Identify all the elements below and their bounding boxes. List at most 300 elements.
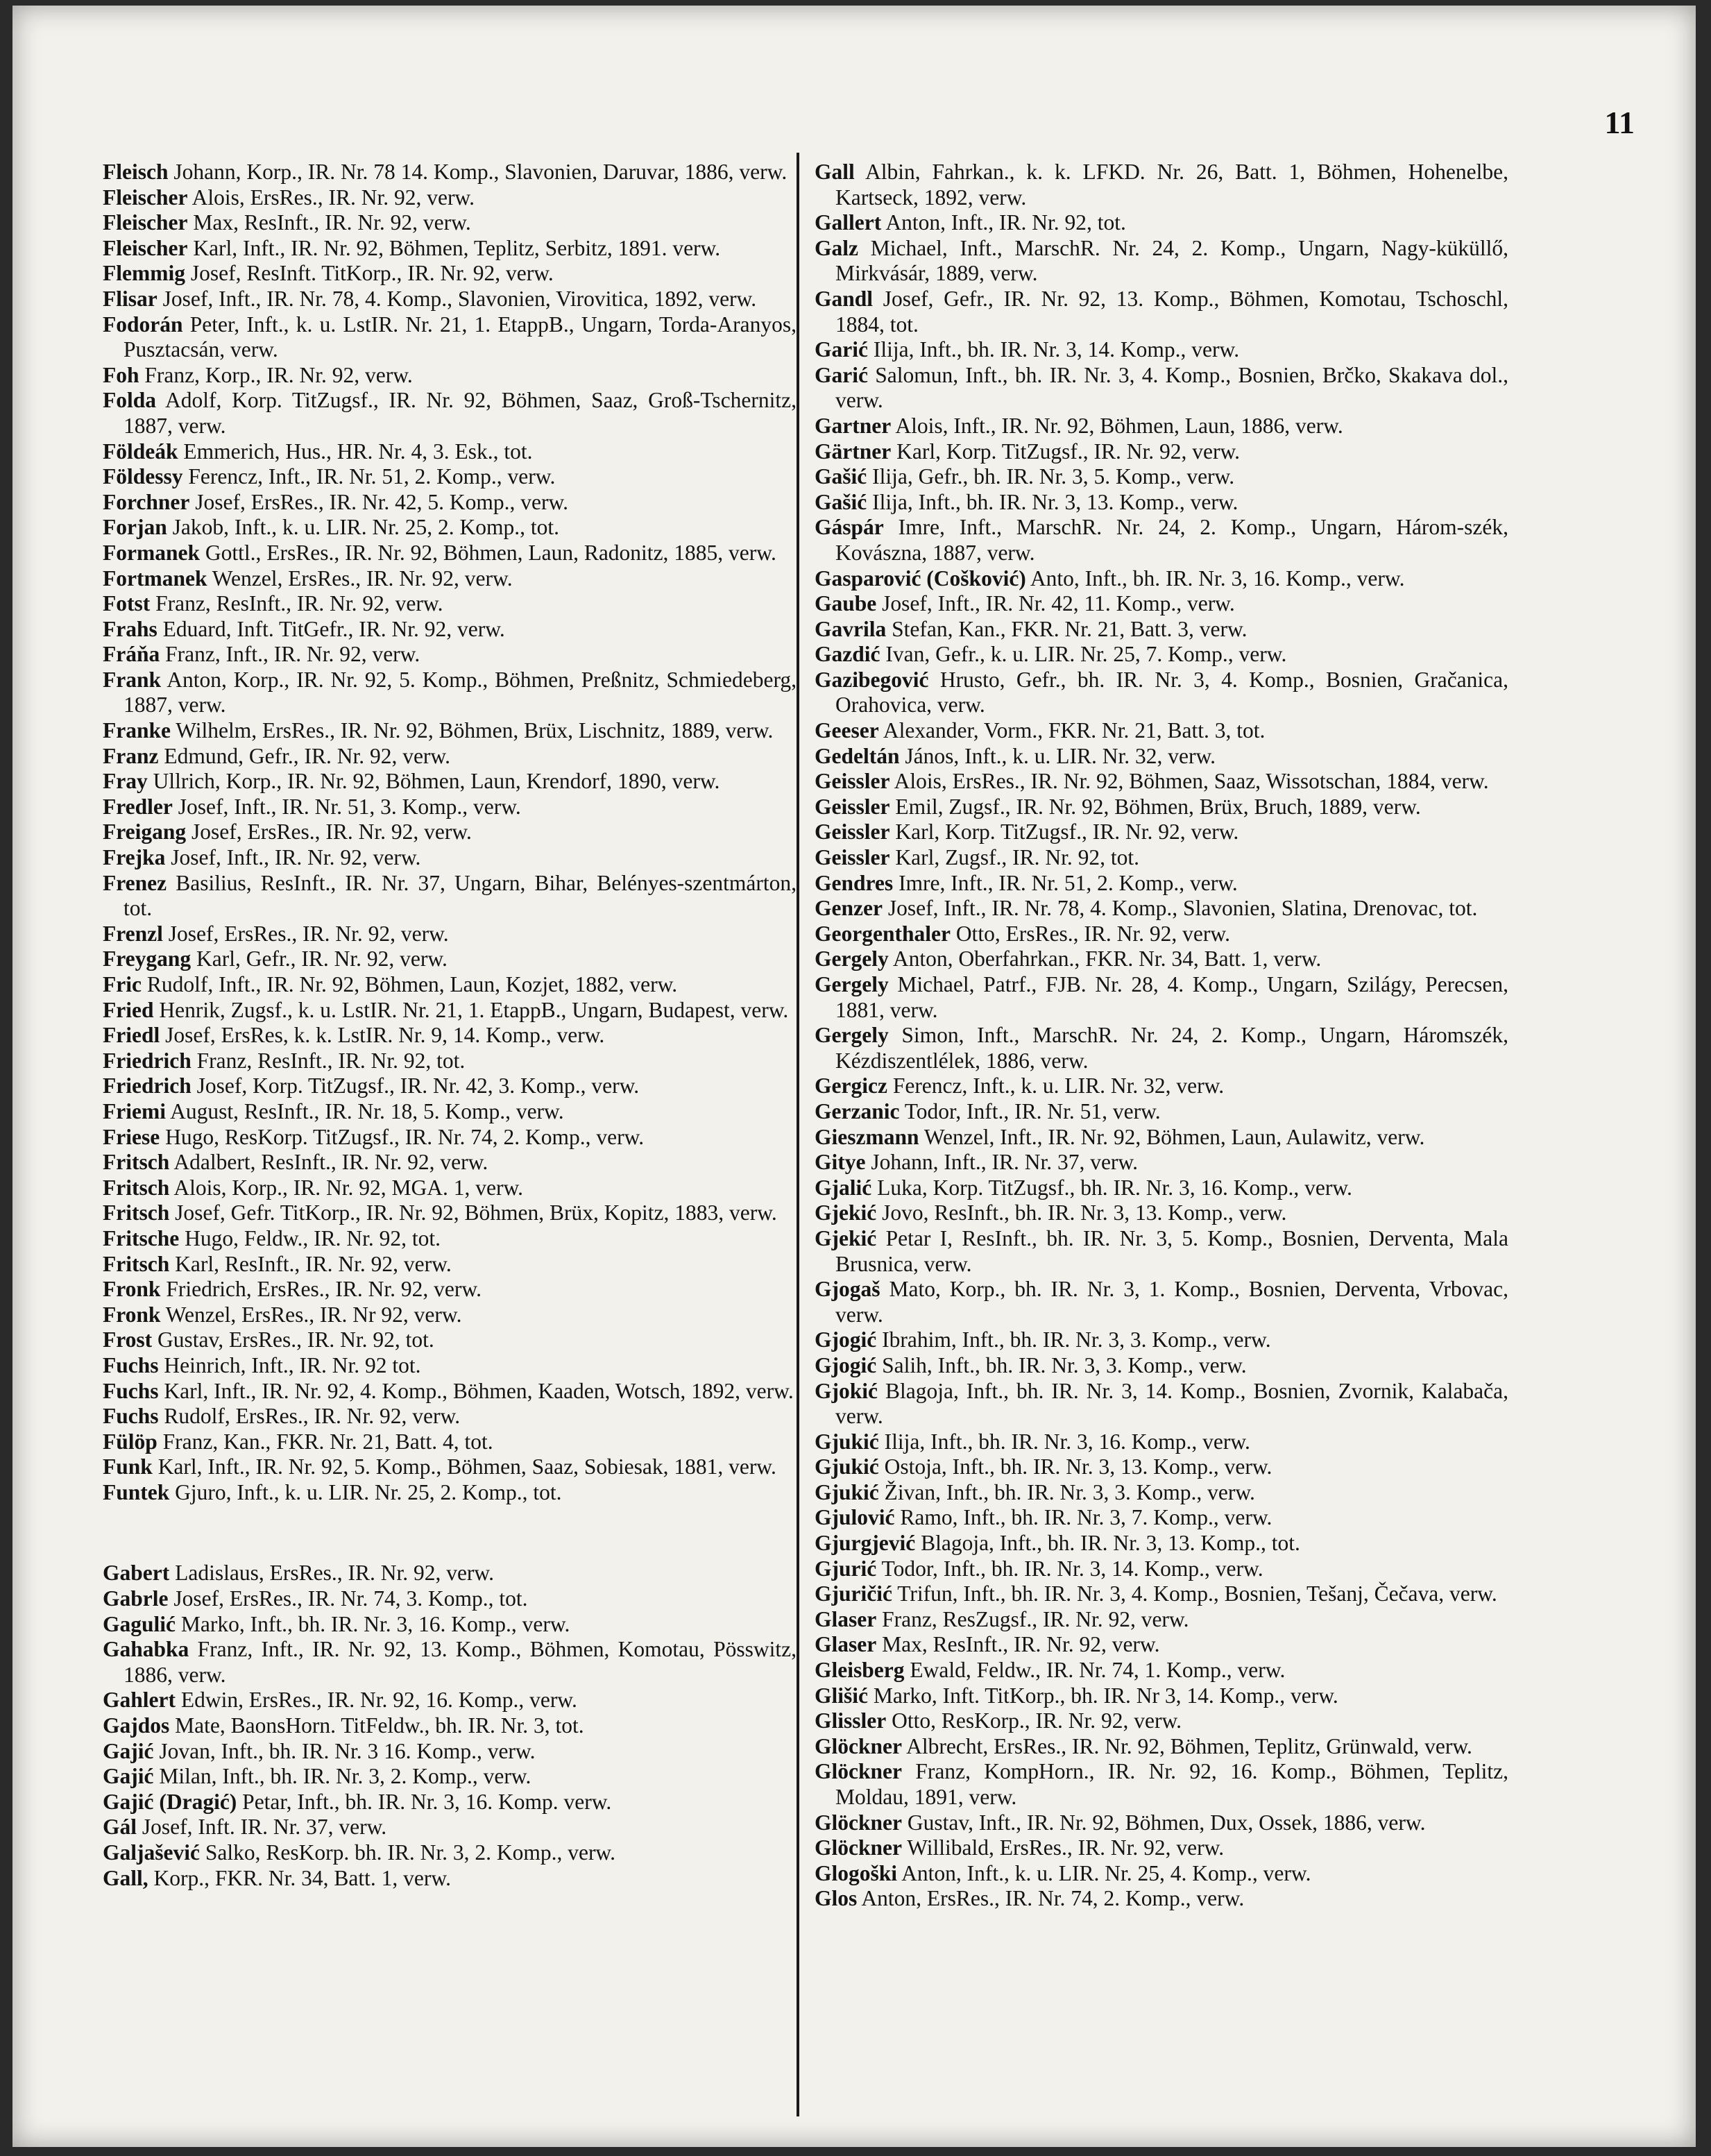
entry-details: Ostoja, Inft., bh. IR. Nr. 3, 13. Komp., verw. xyxy=(878,1454,1272,1479)
list-entry xyxy=(103,1454,797,1480)
entry-details: Franz, Korp., IR. Nr. 92, verw. xyxy=(139,362,413,387)
entry-surname: Frenzl xyxy=(103,921,163,946)
list-entry xyxy=(815,1200,1508,1226)
entry-surname: Gärtner xyxy=(815,439,892,464)
list-entry xyxy=(815,744,1508,770)
list-entry xyxy=(103,591,797,617)
entry-details: Josef, Inft., IR. Nr. 42, 11. Komp., verw. xyxy=(876,591,1235,616)
entry-surname: Gjalić xyxy=(815,1175,872,1200)
list-entry xyxy=(103,1073,797,1099)
list-entry xyxy=(815,896,1508,922)
entry-details: Anton, Inft., IR. Nr. 92, tot. xyxy=(881,210,1126,235)
entry-details: Josef, ResInft. TitKorp., IR. Nr. 92, verw. xyxy=(185,261,554,286)
entry-surname: Geissler xyxy=(815,845,890,870)
page-number: 11 xyxy=(1604,105,1635,140)
entry-surname: Gjokić xyxy=(815,1378,878,1403)
entry-surname: Gajić (Dragić) xyxy=(103,1789,237,1814)
entry-details: August, ResInft., IR. Nr. 18, 5. Komp., verw. xyxy=(165,1098,564,1123)
entry-details: Max, ResInft., IR. Nr. 92, verw. xyxy=(187,210,471,235)
entry-details: Todor, Inft., IR. Nr. 51, verw. xyxy=(899,1098,1161,1123)
list-entry xyxy=(815,972,1508,1023)
entry-details: Josef, ErsRes, k. k. LstIR. Nr. 9, 14. Komp., verw. xyxy=(160,1023,605,1048)
list-entry xyxy=(815,1556,1508,1582)
list-entry xyxy=(815,515,1508,566)
entry-details: Gjuro, Inft., k. u. LIR. Nr. 25, 2. Komp., tot. xyxy=(169,1479,562,1504)
entry-surname: Gergicz xyxy=(815,1073,887,1098)
list-entry xyxy=(103,718,797,744)
entry-details: Franz, ResInft., IR. Nr. 92, verw. xyxy=(150,591,443,616)
entry-surname: Fredler xyxy=(103,794,173,819)
entry-surname: Fotst xyxy=(103,591,151,616)
entry-details: Alexander, Vorm., FKR. Nr. 21, Batt. 3, tot. xyxy=(878,718,1266,743)
entry-surname: Freygang xyxy=(103,947,191,971)
list-entry xyxy=(815,871,1508,897)
section-gap xyxy=(103,1505,797,1561)
entry-details: Alois, ErsRes., IR. Nr. 92, verw. xyxy=(187,185,475,210)
entry-details: Jovan, Inft., bh. IR. Nr. 3 16. Komp., verw. xyxy=(153,1738,536,1763)
left-column xyxy=(103,160,797,1891)
entry-details: Ewald, Feldw., IR. Nr. 74, 1. Komp., verw. xyxy=(904,1658,1286,1683)
entry-details: Heinrich, Inft., IR. Nr. 92 tot. xyxy=(158,1352,421,1377)
entry-details: Marko, Inft., bh. IR. Nr. 3, 16. Komp., verw. xyxy=(176,1611,570,1636)
list-entry xyxy=(815,1658,1508,1683)
list-entry xyxy=(815,1632,1508,1658)
entry-surname: Gandl xyxy=(815,286,874,311)
list-entry xyxy=(103,1302,797,1328)
entry-surname: Fritsch xyxy=(103,1200,170,1225)
entry-surname: Gjogić xyxy=(815,1327,877,1352)
entry-details: Ibrahim, Inft., bh. IR. Nr. 3, 3. Komp., verw. xyxy=(876,1327,1271,1352)
entry-details: Hugo, ResKorp. TitZugsf., IR. Nr. 74, 2. Komp., verw. xyxy=(160,1124,645,1149)
list-entry xyxy=(815,769,1508,795)
list-entry xyxy=(103,236,797,262)
entry-details: Peter, Inft., k. u. LstIR. Nr. 21, 1. EtappB., Ungarn, Torda-Aranyos, Pusztacsán, verw. xyxy=(124,312,797,362)
entry-surname: Frahs xyxy=(103,616,158,641)
entry-surname: Fritsch xyxy=(103,1175,170,1200)
entry-surname: Fronk xyxy=(103,1277,161,1302)
list-entry xyxy=(815,1581,1508,1607)
entry-details: Salih, Inft., bh. IR. Nr. 3, 3. Komp., verw. xyxy=(876,1352,1247,1377)
entry-details: Salomun, Inft., bh. IR. Nr. 3, 4. Komp., Bosnien, Brčko, Skakava dol., verw. xyxy=(835,362,1508,413)
entry-details: Alois, ErsRes., IR. Nr. 92, Böhmen, Saaz, Wissotschan, 1884, verw. xyxy=(889,769,1489,794)
list-entry xyxy=(103,515,797,541)
entry-surname: Glöckner xyxy=(815,1810,902,1835)
entry-details: Josef, Inft., IR. Nr. 78, 4. Komp., Slavonien, Slatina, Drenovac, tot. xyxy=(882,896,1478,921)
list-entry xyxy=(815,1759,1508,1810)
list-entry xyxy=(103,160,797,185)
entry-details: Rudolf, ErsRes., IR. Nr. 92, verw. xyxy=(158,1404,461,1429)
entry-details: Ferencz, Inft., IR. Nr. 51, 2. Komp., verw. xyxy=(182,464,556,489)
entry-details: Ilija, Inft., bh. IR. Nr. 3, 14. Komp., verw. xyxy=(867,337,1240,362)
entry-surname: Gerzanic xyxy=(815,1098,900,1123)
list-entry xyxy=(103,1739,797,1765)
list-entry xyxy=(103,922,797,947)
entry-surname: Glöckner xyxy=(815,1759,902,1784)
entry-surname: Fuchs xyxy=(103,1404,159,1429)
list-entry xyxy=(103,541,797,566)
entry-surname: Georgenthaler xyxy=(815,921,951,946)
entry-details: Franz, KompHorn., IR. Nr. 92, 16. Komp., Böhmen, Teplitz, Moldau, 1891, verw. xyxy=(835,1759,1508,1809)
entry-surname: Gallert xyxy=(815,210,882,235)
entry-surname: Gajić xyxy=(103,1738,154,1763)
entry-details: Edmund, Gefr., IR. Nr. 92, verw. xyxy=(158,743,450,768)
entry-surname: Fortmanek xyxy=(103,566,207,591)
list-entry xyxy=(815,414,1508,439)
list-entry xyxy=(815,236,1508,287)
entry-details: Gustav, ErsRes., IR. Nr. 92, tot. xyxy=(152,1327,434,1352)
list-entry xyxy=(103,287,797,312)
list-entry xyxy=(103,490,797,516)
list-entry xyxy=(103,1175,797,1201)
entry-surname: Gjogić xyxy=(815,1352,877,1377)
list-entry xyxy=(103,261,797,287)
entry-details: Ilija, Inft., bh. IR. Nr. 3, 16. Komp., verw. xyxy=(878,1429,1250,1454)
entry-details: Adolf, Korp. TitZugsf., IR. Nr. 92, Böhmen, Saaz, Groß-Tschernitz, 1887, verw. xyxy=(124,388,797,438)
entry-surname: Friedrich xyxy=(103,1048,191,1073)
entry-surname: Forjan xyxy=(103,515,167,540)
entry-surname: Glos xyxy=(815,1886,858,1911)
entry-details: Josef, Inft., IR. Nr. 92, verw. xyxy=(165,845,421,870)
entry-details: Josef, ErsRes., IR. Nr. 92, verw. xyxy=(186,820,472,844)
entry-surname: Glöckner xyxy=(815,1733,902,1758)
list-entry xyxy=(815,1099,1508,1125)
entry-surname: Franz xyxy=(103,743,159,768)
entry-details: Živan, Inft., bh. IR. Nr. 3, 3. Komp., verw. xyxy=(878,1479,1255,1504)
entry-surname: Galz xyxy=(815,235,858,260)
entry-details: János, Inft., k. u. LIR. Nr. 32, verw. xyxy=(899,743,1216,768)
entry-details: Ivan, Gefr., k. u. LIR. Nr. 25, 7. Komp., verw. xyxy=(880,642,1287,667)
entry-details: Franz, ResInft., IR. Nr. 92, tot. xyxy=(191,1048,466,1073)
list-entry xyxy=(103,210,797,236)
entry-details: Blagoja, Inft., bh. IR. Nr. 3, 14. Komp., Bosnien, Zvornik, Kalabača, verw. xyxy=(835,1378,1508,1429)
entry-surname: Gaube xyxy=(815,591,877,616)
entry-details: Willibald, ErsRes., IR. Nr. 92, verw. xyxy=(902,1835,1225,1860)
entry-surname: Fodorán xyxy=(103,312,183,337)
list-entry xyxy=(103,1252,797,1278)
entry-details: Franz, Inft., IR. Nr. 92, verw. xyxy=(160,642,420,667)
entry-details: Jakob, Inft., k. u. LIR. Nr. 25, 2. Komp., tot. xyxy=(167,515,559,540)
entry-surname: Gergely xyxy=(815,1023,889,1048)
list-entry xyxy=(103,845,797,871)
entry-details: Karl, Zugsf., IR. Nr. 92, tot. xyxy=(889,845,1140,870)
list-entry xyxy=(103,1586,797,1612)
list-entry xyxy=(103,617,797,643)
entry-details: Emmerich, Hus., HR. Nr. 4, 3. Esk., tot. xyxy=(178,439,533,464)
entry-surname: Fray xyxy=(103,769,148,794)
entry-details: Stefan, Kan., FKR. Nr. 21, Batt. 3, verw. xyxy=(886,616,1248,641)
list-entry xyxy=(103,1866,797,1892)
entry-surname: Friese xyxy=(103,1124,160,1149)
entry-details: Todor, Inft., bh. IR. Nr. 3, 14. Komp., verw. xyxy=(876,1556,1263,1581)
entry-details: Anton, Korp., IR. Nr. 92, 5. Komp., Böhmen, Preßnitz, Schmiedeberg, 1887, verw. xyxy=(124,667,797,718)
entry-surname: Frejka xyxy=(103,845,166,870)
list-entry xyxy=(815,1886,1508,1912)
entry-details: Wilhelm, ErsRes., IR. Nr. 92, Böhmen, Brüx, Lischnitz, 1889, verw. xyxy=(171,718,774,743)
list-entry xyxy=(815,1708,1508,1734)
document-page xyxy=(12,6,1696,2147)
entry-details: Gustav, Inft., IR. Nr. 92, Böhmen, Dux, Ossek, 1886, verw. xyxy=(902,1810,1426,1835)
entry-details: Alois, Korp., IR. Nr. 92, MGA. 1, verw. xyxy=(169,1175,524,1200)
entry-surname: Glöckner xyxy=(815,1835,902,1860)
list-entry xyxy=(103,1637,797,1688)
entry-details: Otto, ResKorp., IR. Nr. 92, verw. xyxy=(886,1708,1182,1733)
list-entry xyxy=(815,1379,1508,1429)
entry-surname: Fleisch xyxy=(103,160,169,184)
entry-details: Josef, ErsRes., IR. Nr. 74, 3. Komp., tot. xyxy=(168,1586,528,1611)
entry-details: Josef, Inft., IR. Nr. 78, 4. Komp., Slavonien, Virovitica, 1892, verw. xyxy=(157,286,757,311)
list-entry xyxy=(815,617,1508,643)
entry-surname: Funk xyxy=(103,1454,153,1479)
entry-details: Ramo, Inft., bh. IR. Nr. 3, 7. Komp., verw. xyxy=(894,1505,1272,1530)
entry-surname: Fülöp xyxy=(103,1429,158,1454)
list-entry xyxy=(103,1049,797,1074)
list-entry xyxy=(815,1607,1508,1633)
entry-details: Imre, Inft., MarschR. Nr. 24, 2. Komp., Ungarn, Három-szék, Kovászna, 1887, verw. xyxy=(835,515,1508,565)
section-g-entries xyxy=(103,1561,797,1891)
entry-surname: Glissler xyxy=(815,1708,887,1733)
list-entry xyxy=(103,1561,797,1586)
column-divider xyxy=(797,153,799,2116)
entry-surname: Gitye xyxy=(815,1150,866,1175)
entry-surname: Fried xyxy=(103,997,154,1022)
entry-surname: Gergely xyxy=(815,947,889,971)
list-entry xyxy=(103,1150,797,1175)
entry-surname: Fritsch xyxy=(103,1251,170,1276)
entry-details: Mato, Korp., bh. IR. Nr. 3, 1. Komp., Bosnien, Derventa, Vrbovac, verw. xyxy=(835,1277,1508,1327)
entry-surname: Gahabka xyxy=(103,1637,189,1662)
entry-surname: Gall xyxy=(815,160,855,184)
list-entry xyxy=(815,1429,1508,1455)
entry-details: Johann, Inft., IR. Nr. 37, verw. xyxy=(865,1150,1139,1175)
list-entry xyxy=(103,820,797,845)
list-entry xyxy=(815,337,1508,363)
entry-surname: Genzer xyxy=(815,896,883,921)
entry-surname: Gjulović xyxy=(815,1505,895,1530)
entry-details: Rudolf, Inft., IR. Nr. 92, Böhmen, Laun, Kozjet, 1882, verw. xyxy=(141,972,678,996)
entry-surname: Fric xyxy=(103,972,142,996)
list-entry xyxy=(815,1125,1508,1151)
entry-surname: Földessy xyxy=(103,464,183,489)
list-entry xyxy=(815,1277,1508,1327)
list-entry xyxy=(103,566,797,592)
list-entry xyxy=(815,1683,1508,1709)
entry-details: Otto, ErsRes., IR. Nr. 92, verw. xyxy=(950,921,1230,946)
list-entry xyxy=(815,1023,1508,1073)
list-entry xyxy=(103,744,797,770)
list-entry xyxy=(815,1835,1508,1861)
entry-surname: Friedrich xyxy=(103,1073,191,1098)
entry-surname: Gergely xyxy=(815,972,889,996)
section-f-entries xyxy=(103,160,797,1505)
entry-surname: Garić xyxy=(815,362,868,387)
entry-surname: Flemmig xyxy=(103,261,185,286)
entry-surname: Fritsch xyxy=(103,1150,170,1175)
entry-details: Karl, Inft., IR. Nr. 92, 4. Komp., Böhmen, Kaaden, Wotsch, 1892, verw. xyxy=(158,1378,794,1403)
list-entry xyxy=(103,1099,797,1125)
entry-details: Wenzel, ErsRes., IR. Nr. 92, verw. xyxy=(207,566,513,591)
entry-details: Franz, Inft., IR. Nr. 92, 13. Komp., Böhmen, Komotau, Pösswitz, 1886, verw. xyxy=(124,1637,797,1687)
entry-details: Alois, Inft., IR. Nr. 92, Böhmen, Laun, 1886, verw. xyxy=(891,413,1343,438)
entry-details: Hugo, Feldw., IR. Nr. 92, tot. xyxy=(179,1225,441,1250)
list-entry xyxy=(103,642,797,668)
list-entry xyxy=(815,566,1508,592)
entry-details: Johann, Korp., IR. Nr. 78 14. Komp., Slavonien, Daruvar, 1886, verw. xyxy=(168,160,788,184)
entry-surname: Gendres xyxy=(815,870,894,895)
list-entry xyxy=(103,795,797,820)
entry-details: Josef, ErsRes., IR. Nr. 42, 5. Komp., verw. xyxy=(189,489,569,514)
entry-details: Ullrich, Korp., IR. Nr. 92, Böhmen, Laun, Krendorf, 1890, verw. xyxy=(147,769,720,794)
entry-details: Franz, ResZugsf., IR. Nr. 92, verw. xyxy=(876,1606,1189,1631)
entry-surname: Friemi xyxy=(103,1098,166,1123)
entry-surname: Fronk xyxy=(103,1302,161,1327)
list-entry xyxy=(815,1505,1508,1531)
entry-details: Adalbert, ResInft., IR. Nr. 92, verw. xyxy=(169,1150,488,1175)
entry-details: Max, ResInft., IR. Nr. 92, verw. xyxy=(876,1632,1160,1657)
entry-surname: Geissler xyxy=(815,794,890,819)
list-entry xyxy=(103,1379,797,1404)
entry-surname: Gedeltán xyxy=(815,743,900,768)
list-entry xyxy=(103,1790,797,1815)
list-entry xyxy=(815,922,1508,947)
list-entry xyxy=(103,769,797,795)
entry-surname: Gavrila xyxy=(815,616,887,641)
list-entry xyxy=(103,1023,797,1049)
entry-surname: Gašić xyxy=(815,464,867,489)
entry-details: Basilius, ResInft., IR. Nr. 37, Ungarn, Bihar, Belényes-szentmárton, tot. xyxy=(124,870,797,921)
list-entry xyxy=(103,1612,797,1638)
entry-surname: Gjekić xyxy=(815,1225,877,1250)
list-entry xyxy=(815,1454,1508,1480)
entry-details: Josef, Inft., IR. Nr. 51, 3. Komp., verw. xyxy=(172,794,521,819)
entry-details: Salko, ResKorp. bh. IR. Nr. 3, 2. Komp., verw. xyxy=(199,1840,616,1865)
entry-surname: Fuchs xyxy=(103,1378,159,1403)
list-entry xyxy=(103,1764,797,1790)
list-entry xyxy=(103,1815,797,1840)
list-entry xyxy=(815,820,1508,845)
entry-surname: Gjukić xyxy=(815,1479,879,1504)
list-entry xyxy=(815,718,1508,744)
list-entry xyxy=(103,947,797,972)
entry-details: Karl, Inft., IR. Nr. 92, Böhmen, Teplitz, Serbitz, 1891. verw. xyxy=(187,235,721,260)
entry-details: Eduard, Inft. TitGefr., IR. Nr. 92, verw. xyxy=(157,616,505,641)
entry-details: Petar, Inft., bh. IR. Nr. 3, 16. Komp. verw. xyxy=(237,1789,612,1814)
entry-surname: Franke xyxy=(103,718,171,743)
list-entry xyxy=(815,795,1508,820)
list-entry xyxy=(103,1327,797,1353)
list-entry xyxy=(103,998,797,1024)
entry-surname: Geeser xyxy=(815,718,879,743)
entry-details: Simon, Inft., MarschR. Nr. 24, 2. Komp., Ungarn, Háromszék, Kézdiszentlélek, 1886, verw. xyxy=(835,1023,1508,1073)
entry-details: Josef, Gefr., IR. Nr. 92, 13. Komp., Böhmen, Komotau, Tschoschl, 1884, tot. xyxy=(835,286,1508,337)
entry-details: Milan, Inft., bh. IR. Nr. 3, 2. Komp., verw. xyxy=(153,1764,531,1789)
entry-details: Emil, Zugsf., IR. Nr. 92, Böhmen, Brüx, Bruch, 1889, verw. xyxy=(889,794,1421,819)
entry-details: Michael, Patrf., FJB. Nr. 28, 4. Komp., Ungarn, Szilágy, Perecsen, 1881, verw. xyxy=(835,972,1508,1022)
entry-details: Franz, Kan., FKR. Nr. 21, Batt. 4, tot. xyxy=(157,1429,493,1454)
entry-surname: Fráňa xyxy=(103,642,160,667)
entry-details: Korp., FKR. Nr. 34, Batt. 1, verw. xyxy=(148,1865,451,1890)
entry-details: Anton, Oberfahrkan., FKR. Nr. 34, Batt. 1, verw. xyxy=(888,947,1322,971)
entry-surname: Friedl xyxy=(103,1023,160,1048)
list-entry xyxy=(815,947,1508,972)
list-entry xyxy=(815,1073,1508,1099)
right-column-entries xyxy=(815,160,1508,1912)
entry-details: Petar I, ResInft., bh. IR. Nr. 3, 5. Komp., Bosnien, Derventa, Mala Brusnica, verw. xyxy=(835,1225,1508,1276)
list-entry xyxy=(815,591,1508,617)
entry-surname: Gjogaš xyxy=(815,1277,880,1302)
list-entry xyxy=(103,1353,797,1379)
entry-surname: Fritsche xyxy=(103,1225,180,1250)
list-entry xyxy=(815,1734,1508,1760)
entry-surname: Földeák xyxy=(103,439,178,464)
entry-surname: Folda xyxy=(103,388,157,413)
entry-surname: Gabert xyxy=(103,1561,170,1586)
entry-surname: Glogoški xyxy=(815,1860,898,1885)
entry-surname: Gasparović (Cošković) xyxy=(815,566,1026,591)
list-entry xyxy=(103,1277,797,1302)
entry-details: Karl, ResInft., IR. Nr. 92, verw. xyxy=(169,1251,452,1276)
entry-surname: Gjekić xyxy=(815,1200,877,1225)
list-entry xyxy=(103,668,797,718)
entry-surname: Glišić xyxy=(815,1683,868,1708)
entry-surname: Gajić xyxy=(103,1764,154,1789)
entry-details: Albrecht, ErsRes., IR. Nr. 92, Böhmen, Teplitz, Grünwald, verw. xyxy=(902,1733,1472,1758)
entry-surname: Freigang xyxy=(103,820,187,844)
list-entry xyxy=(815,1353,1508,1379)
entry-details: Hrusto, Gefr., bh. IR. Nr. 3, 4. Komp., Bosnien, Gračanica, Orahovica, verw. xyxy=(835,667,1508,718)
list-entry xyxy=(815,363,1508,414)
entry-surname: Fleischer xyxy=(103,235,188,260)
entry-surname: Gleisberg xyxy=(815,1658,905,1683)
list-entry xyxy=(815,439,1508,465)
entry-details: Michael, Inft., MarschR. Nr. 24, 2. Komp., Ungarn, Nagy-küküllő, Mirkvásár, 1889, verw. xyxy=(835,235,1508,286)
entry-surname: Gajdos xyxy=(103,1713,170,1738)
entry-details: Jovo, ResInft., bh. IR. Nr. 3, 13. Komp., verw. xyxy=(876,1200,1287,1225)
entry-details: Wenzel, ErsRes., IR. Nr 92, verw. xyxy=(160,1302,462,1327)
entry-surname: Gazibegović xyxy=(815,667,929,692)
entry-surname: Garić xyxy=(815,337,868,362)
list-entry xyxy=(815,464,1508,490)
entry-surname: Gahlert xyxy=(103,1688,176,1713)
list-entry xyxy=(815,1480,1508,1506)
list-entry xyxy=(815,160,1508,210)
entry-details: Albin, Fahrkan., k. k. LFKD. Nr. 26, Batt. 1, Böhmen, Hohenelbe, Kartseck, 1892, verw. xyxy=(835,160,1508,210)
right-column xyxy=(815,160,1508,1912)
entry-surname: Galjašević xyxy=(103,1840,200,1865)
entry-details: Josef, Inft. IR. Nr. 37, verw. xyxy=(137,1815,387,1840)
list-entry xyxy=(103,1713,797,1739)
entry-surname: Glaser xyxy=(815,1606,877,1631)
entry-surname: Geissler xyxy=(815,820,890,844)
entry-details: Gottl., ErsRes., IR. Nr. 92, Böhmen, Laun, Radonitz, 1885, verw. xyxy=(199,540,776,565)
list-entry xyxy=(815,287,1508,337)
entry-details: Henrik, Zugsf., k. u. LstIR. Nr. 21, 1. EtappB., Ungarn, Budapest, verw. xyxy=(153,997,789,1022)
list-entry xyxy=(103,312,797,363)
entry-surname: Flisar xyxy=(103,286,158,311)
entry-details: Josef, ErsRes., IR. Nr. 92, verw. xyxy=(162,921,449,946)
entry-details: Marko, Inft. TitKorp., bh. IR. Nr 3, 14. Komp., verw. xyxy=(868,1683,1338,1708)
list-entry xyxy=(103,972,797,998)
entry-surname: Gartner xyxy=(815,413,892,438)
entry-surname: Gjurić xyxy=(815,1556,877,1581)
entry-details: Friedrich, ErsRes., IR. Nr. 92, verw. xyxy=(160,1277,482,1302)
entry-details: Josef, Gefr. TitKorp., IR. Nr. 92, Böhmen, Brüx, Kopitz, 1883, verw. xyxy=(169,1200,777,1225)
entry-details: Ilija, Inft., bh. IR. Nr. 3, 13. Komp., verw. xyxy=(867,489,1238,514)
list-entry xyxy=(815,1175,1508,1201)
list-entry xyxy=(815,845,1508,871)
entry-details: Trifun, Inft., bh. IR. Nr. 3, 4. Komp., Bosnien, Tešanj, Čečava, verw. xyxy=(892,1581,1497,1606)
list-entry xyxy=(815,210,1508,236)
list-entry xyxy=(815,1327,1508,1353)
